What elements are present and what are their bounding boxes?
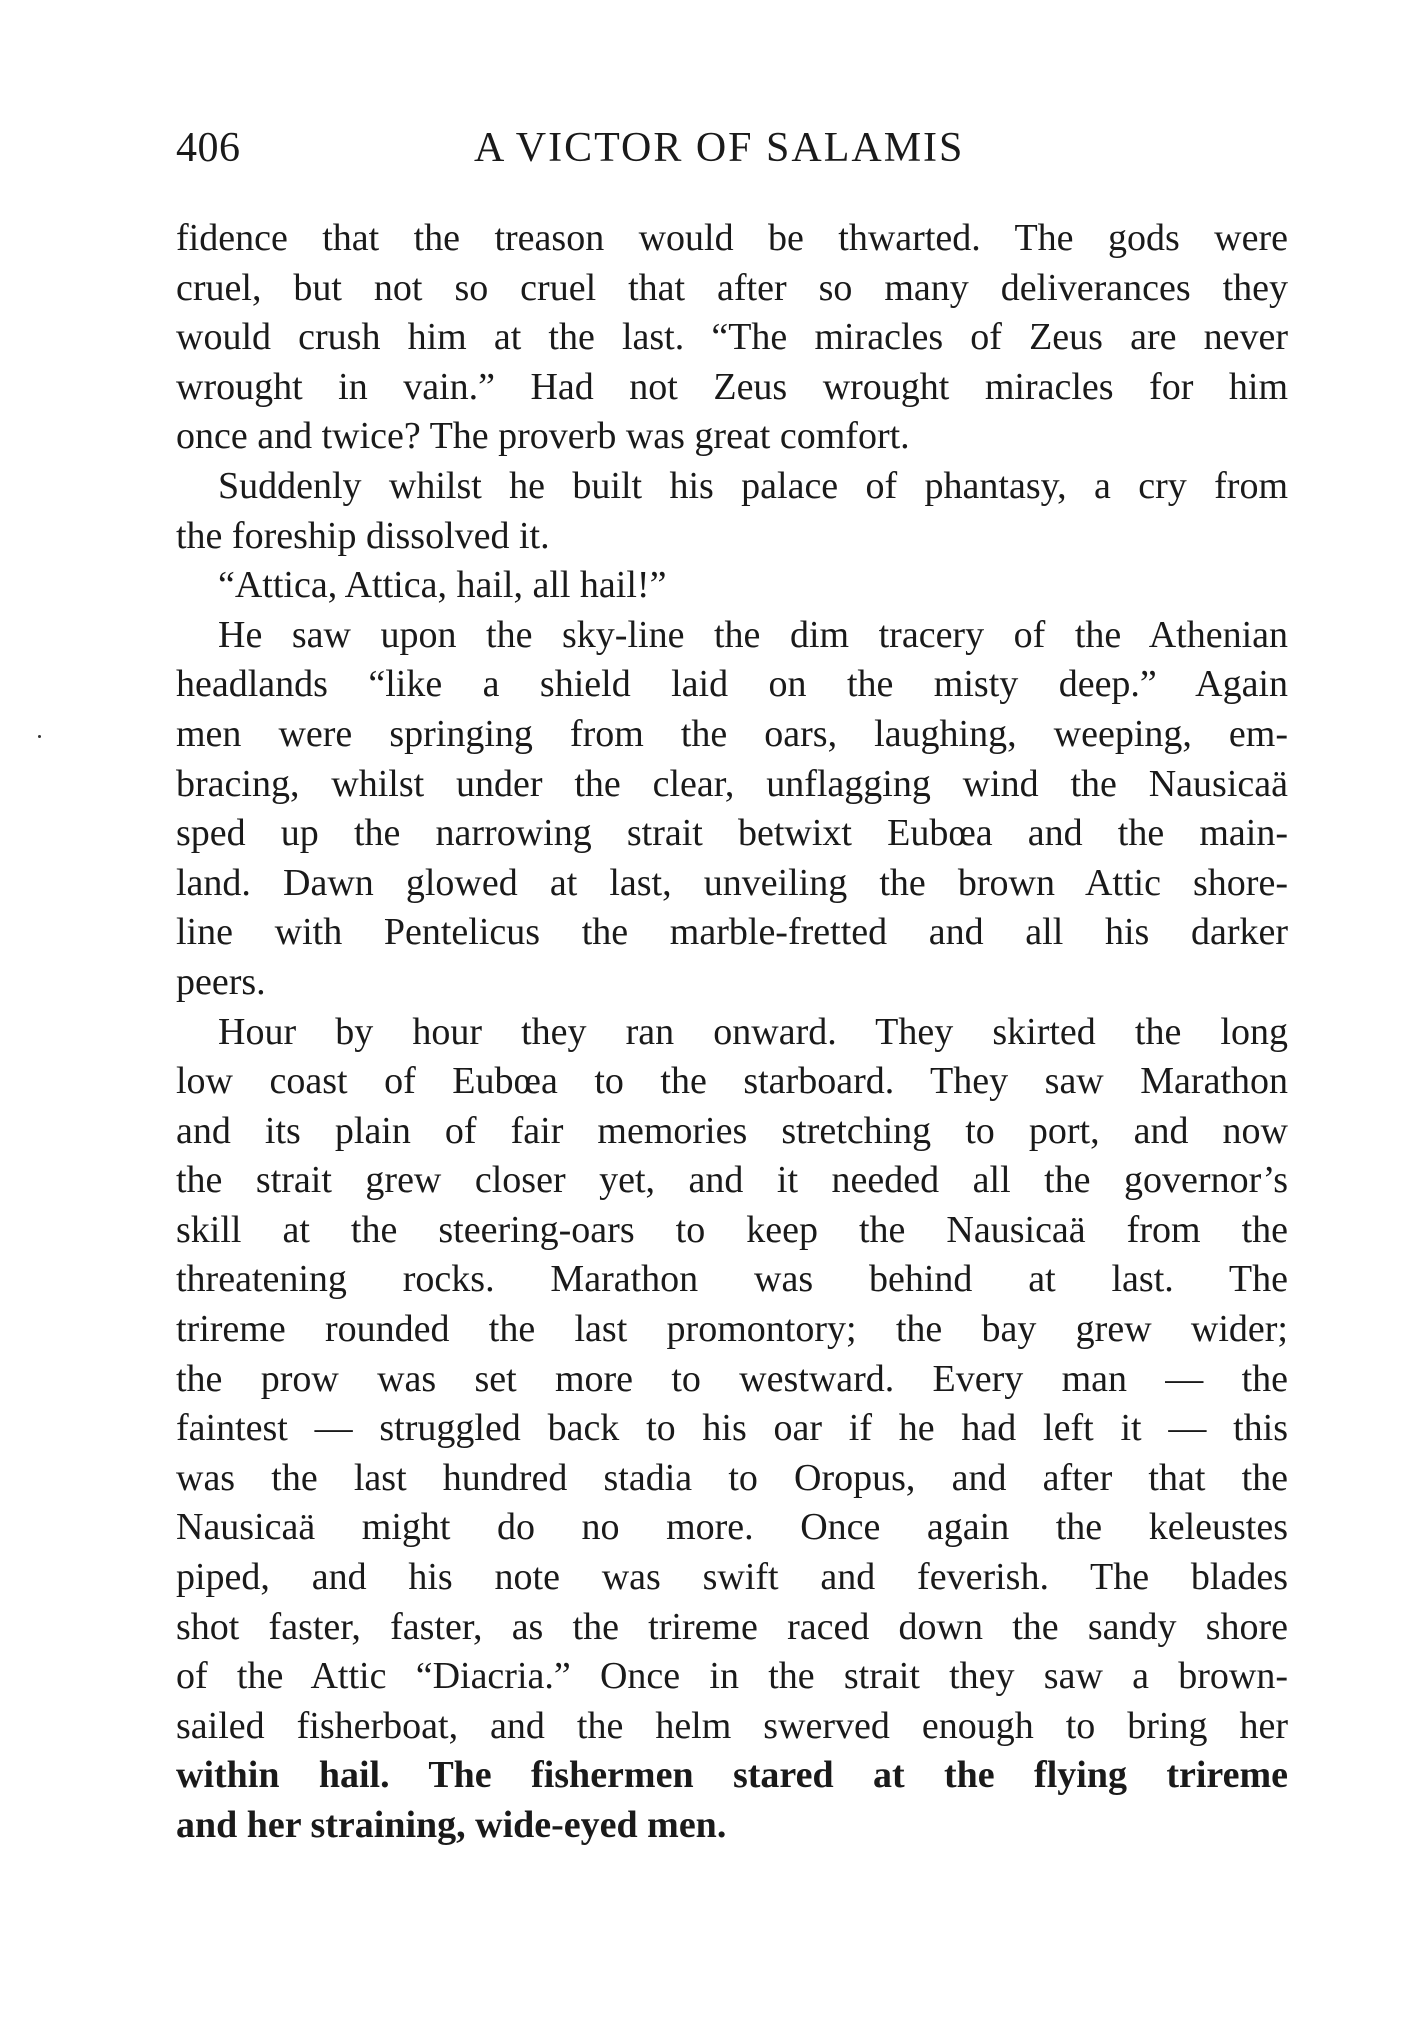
text-line: Hour by hour they ran onward. They skirted the long: [218, 1010, 1288, 1053]
text-line: bracing, whilst under the clear, unflagging wind the Nausicaä: [176, 762, 1288, 805]
text-line: the foreship dissolved it.: [176, 514, 550, 557]
text-line: He saw upon the sky-line the dim tracery of the Athenian: [218, 613, 1288, 656]
text-line: sped up the narrowing strait betwixt Eubœa and the main-: [176, 812, 1288, 855]
scan-speck: [38, 735, 41, 738]
text-line: piped, and his note was swift and feverish. The blades: [176, 1556, 1288, 1599]
text-line: threatening rocks. Marathon was behind at last. The: [176, 1258, 1288, 1301]
text-line: of the Attic “Diacria.” Once in the strait they saw a brown-: [176, 1655, 1288, 1698]
text-line: land. Dawn glowed at last, unveiling the brown Attic shore-: [176, 861, 1288, 904]
text-line: once and twice? The proverb was great comfort.: [176, 415, 910, 458]
text-line: Nausicaä might do no more. Once again the keleustes: [176, 1506, 1288, 1549]
text-line: the strait grew closer yet, and it needed all the governor’s: [176, 1159, 1288, 1202]
text-line: the prow was set more to westward. Every man — the: [176, 1357, 1288, 1400]
text-line: and her straining, wide-eyed men.: [176, 1804, 727, 1846]
text-line: shot faster, faster, as the trireme raced down the sandy shore: [176, 1605, 1288, 1648]
text-line: skill at the steering-oars to keep the Nausicaä from the: [176, 1208, 1288, 1251]
text-line: would crush him at the last. “The miracles of Zeus are never: [176, 316, 1288, 359]
text-line: cruel, but not so cruel that after so many deliverances they: [176, 266, 1288, 309]
text-line: Suddenly whilst he built his palace of phantasy, a cry from: [218, 464, 1288, 507]
text-line: line with Pentelicus the marble-fretted and all his darker: [176, 911, 1288, 954]
text-line: and its plain of fair memories stretching to port, and now: [176, 1109, 1288, 1152]
running-title: A VICTOR OF SALAMIS: [474, 125, 965, 171]
text-line: was the last hundred stadia to Oropus, and after that the: [176, 1456, 1288, 1499]
text-line: wrought in vain.” Had not Zeus wrought miracles for him: [176, 365, 1288, 408]
text-line: peers.: [176, 960, 266, 1003]
text-line: “Attica, Attica, hail, all hail!”: [218, 564, 667, 607]
page-number: 406: [176, 125, 241, 171]
text-line: men were springing from the oars, laughing, weeping, em-: [176, 712, 1288, 755]
text-line: within hail. The fishermen stared at the flying trireme: [176, 1754, 1288, 1797]
text-line: low coast of Eubœa to the starboard. They saw Marathon: [176, 1060, 1288, 1103]
text-line: fidence that the treason would be thwarted. The gods were: [176, 217, 1288, 259]
text-line: faintest — struggled back to his oar if he had left it — this: [176, 1407, 1288, 1450]
running-head: [176, 118, 1296, 178]
text-line: headlands “like a shield laid on the misty deep.” Again: [176, 663, 1288, 706]
text-line: trireme rounded the last promontory; the bay grew wider;: [176, 1308, 1288, 1351]
body-text: [176, 214, 1288, 1851]
text-line: sailed fisherboat, and the helm swerved enough to bring her: [176, 1704, 1288, 1747]
